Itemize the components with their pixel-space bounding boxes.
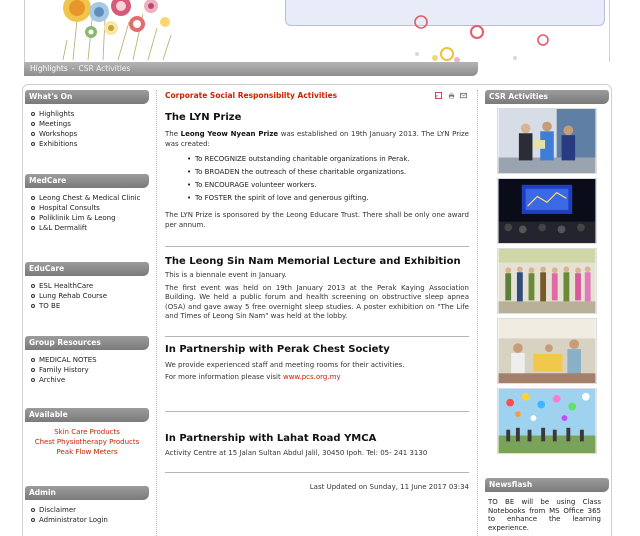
bullet-icon — [31, 112, 35, 116]
csr-photo-balloons — [497, 388, 597, 454]
bullet-icon — [31, 132, 35, 136]
lyn-prize-name: Leong Yeow Nyean Prize — [180, 130, 279, 138]
print-icon[interactable] — [448, 92, 455, 99]
bullet-icon — [31, 294, 35, 298]
menu-item-esl-healthcare[interactable]: ESL HealthCare — [31, 281, 149, 291]
csr-photo-lecture — [497, 178, 597, 244]
group-resources-title: Group Resources — [25, 336, 149, 350]
link-skin-care-products[interactable]: Skin Care Products — [54, 428, 120, 436]
perak-p2: For more information please visit www.pcs.org.my — [165, 373, 341, 381]
list-item: • To BROADEN the outreach of these charitable organizations. — [187, 166, 469, 179]
menu-item-leong-chest-clinic[interactable]: Leong Chest & Medical Clinic — [31, 193, 149, 203]
pcs-website-link[interactable]: www.pcs.org.my — [282, 373, 341, 381]
svg-text:P: P — [436, 94, 439, 99]
bullet-icon — [31, 216, 35, 220]
menu-item-highlights[interactable]: Highlights — [31, 109, 149, 119]
bullet-icon — [31, 508, 35, 512]
breadcrumb — [24, 62, 478, 76]
menu-item-workshops[interactable]: Workshops — [31, 129, 149, 139]
whats-on-title: What's On — [25, 90, 149, 104]
decorative-circles — [405, 10, 585, 62]
menu-item-archive[interactable]: Archive — [31, 375, 149, 385]
lecture-p2: The first event was held on 19th January 2013 at the Perak Kaying Association Building. We held a public forum and health screening on obstructive sleep apnea (OSA) and gave away 5 free overnight sleep studies. A poster exhibition on "The Life and Times of Leong Sin Nam" was held at the lobby. — [165, 283, 469, 320]
column-divider — [156, 90, 157, 536]
menu-item-meetings[interactable]: Meetings — [31, 119, 149, 129]
menu-item-to-be[interactable]: TO BE — [31, 301, 149, 311]
menu-item-poliklinik[interactable]: Poliklinik Lim & Leong — [31, 213, 149, 223]
right-sidebar — [485, 90, 609, 532]
newsflash-text: TO BE will be using Class Notebooks from MS Office 365 to enhance the learning experience. — [488, 498, 601, 532]
bullet-icon — [31, 368, 35, 372]
ymca-title: In Partnership with Lahat Road YMCA — [165, 432, 377, 444]
link-chest-physio-products[interactable]: Chest Physiotherapy Products — [34, 438, 140, 446]
breadcrumb-home-link[interactable]: Highlights — [30, 64, 68, 73]
educare-box — [25, 262, 149, 336]
csr-photo-group — [497, 248, 597, 314]
ymca-p1: Activity Centre at 15 Jalan Sultan Abdul Jalil, 30450 Ipoh. Tel: 05- 241 3130 — [165, 448, 428, 457]
menu-item-dermalift[interactable]: L&L Dermalift — [31, 223, 149, 233]
bullet-icon — [31, 226, 35, 230]
group-resources-box — [25, 336, 149, 408]
menu-item-family-history[interactable]: Family History — [31, 365, 149, 375]
email-icon[interactable] — [460, 92, 467, 99]
medcare-box — [25, 174, 149, 262]
bullet-icon — [31, 206, 35, 210]
menu-item-hospital-consults[interactable]: Hospital Consults — [31, 203, 149, 213]
link-peak-flow-meters[interactable]: Peak Flow Meters — [56, 448, 118, 456]
pdf-icon[interactable] — [435, 92, 442, 99]
csr-photo-presentation — [497, 318, 597, 384]
main-article — [165, 90, 469, 492]
csr-activities-title: CSR Activities — [485, 90, 609, 104]
whats-on-box — [25, 90, 149, 174]
page-title: Corporate Social Responsibilty Activities — [165, 91, 338, 100]
perak-title: In Partnership with Perak Chest Society — [165, 343, 390, 355]
breadcrumb-current: CSR Activities — [78, 64, 131, 73]
bullet-icon — [31, 122, 35, 126]
perak-p1: We provide experienced staff and meeting rooms for their activities. — [165, 360, 405, 369]
educare-title: EduCare — [25, 262, 149, 276]
menu-item-lung-rehab[interactable]: Lung Rehab Course — [31, 291, 149, 301]
list-item: • To RECOGNIZE outstanding charitable organizations in Perak. — [187, 153, 469, 166]
breadcrumb-separator: - — [71, 64, 75, 73]
medcare-title: MedCare — [25, 174, 149, 188]
newsflash-title: Newsflash — [485, 478, 609, 492]
site-header — [24, 0, 610, 62]
bullet-icon — [31, 142, 35, 146]
admin-box — [25, 486, 149, 525]
available-title: Available — [25, 408, 149, 422]
menu-item-medical-notes[interactable]: MEDICAL NOTES — [31, 355, 149, 365]
bullet-icon — [31, 378, 35, 382]
lyn-prize-title: The LYN Prize — [165, 112, 242, 123]
column-divider — [477, 90, 478, 536]
list-item: • To FOSTER the spirit of love and generous gifting. — [187, 192, 469, 205]
csr-photo-award — [497, 108, 597, 174]
lecture-title: The Leong Sin Nam Memorial Lecture and Exhibition — [165, 256, 461, 267]
bullet-icon — [31, 358, 35, 362]
article-tools — [432, 92, 467, 100]
left-sidebar — [25, 90, 149, 525]
menu-item-disclaimer[interactable]: Disclaimer — [31, 505, 149, 515]
bullet-icon — [31, 284, 35, 288]
flower-logo-art — [33, 0, 183, 60]
bullet-icon — [31, 518, 35, 522]
bullet-icon — [31, 304, 35, 308]
lyn-intro: The Leong Yeow Nyean Prize was established on 19th January 2013. The LYN Prize was created: — [165, 130, 469, 148]
list-item: • To ENCOURAGE volunteer workers. — [187, 179, 469, 192]
lecture-p1: This is a biennale event in January. — [165, 271, 287, 279]
bullet-icon — [31, 196, 35, 200]
available-box — [25, 408, 149, 486]
menu-item-exhibitions[interactable]: Exhibitions — [31, 139, 149, 149]
admin-title: Admin — [25, 486, 149, 500]
last-updated: Last Updated on Sunday, 11 June 2017 03:34 — [309, 483, 469, 491]
menu-item-admin-login[interactable]: Administrator Login — [31, 515, 149, 525]
lyn-sponsor: The LYN Prize is sponsored by the Leong Educare Trust. There shall be only one award per annum. — [165, 211, 469, 229]
lyn-aims-list — [165, 153, 469, 205]
